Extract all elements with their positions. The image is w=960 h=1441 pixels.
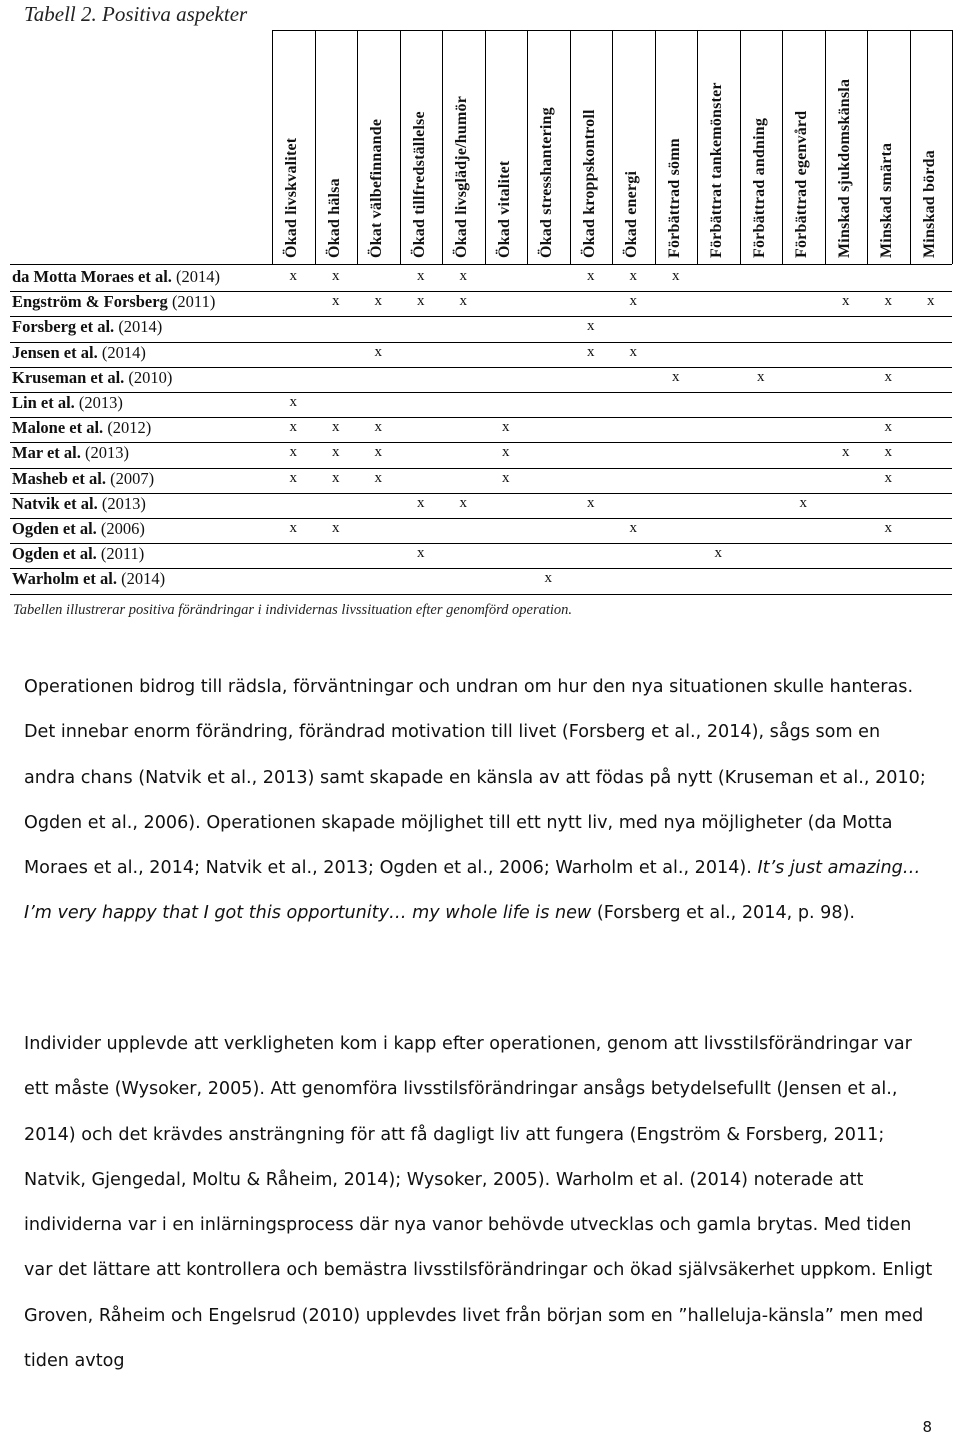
row-divider — [10, 518, 952, 519]
row-year: (2014) — [176, 267, 221, 286]
table-cell-mark: x — [289, 394, 297, 410]
table-cell-mark: x — [799, 494, 807, 511]
table-cell-mark: x — [672, 268, 680, 284]
table-row-label — [12, 393, 123, 413]
row-author: Kruseman et al. — [12, 367, 125, 387]
header-divider — [910, 30, 911, 264]
table-row-label — [12, 494, 146, 514]
header-divider — [740, 30, 741, 264]
table-cell-mark: x — [417, 494, 425, 511]
header-divider — [527, 30, 528, 264]
header-top-border — [272, 30, 952, 31]
header-divider — [612, 30, 613, 264]
table-row-label — [12, 418, 151, 438]
table-cell-mark: x — [502, 444, 510, 461]
table-cell-mark: x — [757, 368, 765, 385]
column-header: Ökad livskvalitet — [283, 137, 300, 258]
row-author: Masheb et al. — [12, 468, 106, 488]
header-divider — [867, 30, 868, 264]
table-cell-mark: x — [587, 268, 595, 284]
column-header: Förbättrad sömn — [665, 138, 683, 258]
table-row-label — [12, 569, 165, 589]
table-cell-mark: x — [332, 444, 340, 461]
table-cell-mark: x — [587, 494, 595, 511]
table-cell-mark: x — [884, 520, 892, 536]
body-text: Operationen bidrog till rädsla, förväntningar och undran om hur den nya situationen skulle hanteras. Det innebar enorm förändring, förändrad motivation till livet (Forsberg et al., 2014), sågs som en andra chans (Natvik et al., 2013) samt skapade en känsla av att födas på nytt (Kruseman et al., 2010; Ogden et al., 2006). Operationen skapade möjlighet till ett nytt liv, med nya möjligheter (da Motta Moraes et al., 2014; Natvik et al., 2013; Ogden et al., 2006; Warholm et al., 2014). — [24, 677, 926, 879]
header-divider — [952, 30, 953, 264]
row-year: (2011) — [100, 544, 145, 564]
table-row-label — [12, 519, 145, 539]
header-divider — [272, 30, 273, 264]
row-divider — [10, 442, 952, 443]
row-year: (2007) — [110, 468, 155, 488]
header-divider — [400, 30, 401, 264]
row-year: (2013) — [78, 393, 123, 412]
table-cell-mark: x — [842, 293, 850, 310]
quote-text: It’s just amazing… I’m very happy that I got this opportunity… my whole life is new — [24, 858, 921, 924]
table-cell-mark: x — [629, 268, 637, 284]
row-author: Ogden et al. — [12, 519, 97, 538]
row-year: (2013) — [101, 493, 146, 513]
column-header: Ökad hälsa — [325, 178, 343, 258]
table-cell-mark: x — [884, 469, 892, 486]
body-text: (Forsberg et al., 2014, p. 98). — [591, 903, 856, 924]
row-divider — [10, 342, 952, 343]
table-cell-mark: x — [672, 368, 680, 385]
row-author: Forsberg et al. — [12, 317, 115, 337]
positive-aspects-table — [0, 0, 960, 600]
row-divider — [10, 543, 952, 544]
page-number: 8 — [922, 1418, 932, 1436]
table-cell-mark: x — [884, 293, 892, 310]
table-cell-mark: x — [884, 368, 892, 385]
table-cell-mark: x — [629, 293, 637, 310]
row-author: Ogden et al. — [12, 544, 97, 564]
table-cell-mark: x — [629, 520, 637, 536]
table-cell-mark: x — [332, 469, 340, 486]
column-header: Ökat välbefinnande — [368, 118, 385, 258]
row-year: (2014) — [121, 569, 166, 589]
table-cell-mark: x — [289, 268, 297, 284]
table-cell-mark: x — [502, 469, 510, 486]
table-cell-mark: x — [417, 268, 425, 284]
header-divider — [825, 30, 826, 264]
row-author: Mar et al. — [12, 443, 81, 463]
table-cell-mark: x — [884, 444, 892, 461]
row-author: da Motta Moraes et al. — [12, 267, 172, 286]
table-row-label — [12, 343, 146, 363]
header-divider — [782, 30, 783, 264]
table-cell-mark: x — [884, 419, 892, 436]
paragraph-1 — [24, 665, 936, 937]
header-divider — [315, 30, 316, 264]
row-year: (2010) — [128, 367, 173, 387]
table-row-label — [12, 544, 144, 564]
column-header: Ökad vitalitet — [495, 160, 513, 258]
paragraph-2: Individer upplevde att verkligheten kom i kapp efter operationen, genom att livsstilsförändringar var ett måste (Wysoker, 2005). Att genomföra livsstilsförändringar ansågs betydelsefullt (Jensen et al., 2014) och det krävdes ansträngning för att få dagligt liv att fungera (Engström & Forsberg, 2011; Natvik, Gjengedal, Moltu & Råheim, 2014); Wysoker, 2005). Warholm et al. (2014) noterade att individerna var i en inlärningsprocess där nya vanor behövde utvecklas och gamla brytas. Med tiden var det lättare att kontrollera och bemästra livsstilsförändringar och ökad självsäkerhet uppkom. Enligt Groven, Råheim och Engelsrud (2010) upplevdes livet från början som en ”halleluja-känsla” men med tiden avtog — [24, 1034, 933, 1372]
row-year: (2011) — [171, 292, 216, 312]
table-cell-mark: x — [587, 318, 595, 335]
table-cell-mark: x — [289, 419, 297, 436]
table-row-label — [12, 267, 220, 287]
header-divider — [655, 30, 656, 264]
table-cell-mark: x — [459, 494, 467, 511]
table-row-label — [12, 443, 129, 463]
table-row-label — [12, 469, 154, 489]
row-year: (2006) — [100, 519, 145, 538]
header-divider — [485, 30, 486, 264]
row-year: (2014) — [101, 342, 146, 362]
table-cell-mark: x — [417, 545, 425, 562]
table-row-label — [12, 292, 215, 312]
column-header: Minskad smärta — [878, 142, 895, 258]
row-divider — [10, 594, 952, 595]
header-divider — [442, 30, 443, 264]
table-cell-mark: x — [374, 419, 382, 436]
header-divider — [570, 30, 571, 264]
table-cell-mark: x — [927, 293, 935, 310]
column-header: Ökad kroppskontroll — [580, 109, 598, 258]
table-cell-mark: x — [459, 293, 467, 310]
row-author: Engström & Forsberg — [12, 292, 168, 312]
table-cell-mark: x — [332, 268, 340, 284]
table-cell-mark: x — [417, 293, 425, 310]
table-row-label — [12, 317, 162, 337]
row-author: Warholm et al. — [12, 569, 117, 589]
table-cell-mark: x — [374, 293, 382, 310]
table-cell-mark: x — [332, 293, 340, 310]
table-cell-mark: x — [289, 520, 297, 536]
row-author: Malone et al. — [12, 418, 104, 438]
row-author: Lin et al. — [12, 393, 75, 412]
table-cell-mark: x — [374, 469, 382, 486]
header-divider — [357, 30, 358, 264]
table-cell-mark: x — [459, 268, 467, 284]
row-year: (2012) — [107, 418, 152, 438]
column-header: Förbättrad egenvård — [793, 110, 810, 258]
table-cell-mark: x — [289, 444, 297, 461]
table-cell-mark: x — [374, 444, 382, 461]
column-header: Ökad livsglädje/humör — [453, 95, 470, 258]
table-cell-mark: x — [544, 570, 552, 587]
table-cell-mark: x — [289, 469, 297, 486]
column-header: Ökad energi — [623, 170, 640, 258]
table-cell-mark: x — [714, 545, 722, 562]
table-cell-mark: x — [587, 343, 595, 360]
column-header: Ökad tillfredställelse — [410, 111, 428, 258]
table-cell-mark: x — [629, 343, 637, 360]
table-cell-mark: x — [842, 444, 850, 461]
header-bottom-border — [10, 264, 952, 265]
row-divider — [10, 392, 952, 393]
row-divider — [10, 493, 952, 494]
table-cell-mark: x — [374, 343, 382, 360]
column-header: Förbättrad andning — [750, 117, 768, 258]
column-header: Minskad börda — [920, 150, 938, 258]
row-author: Natvik et al. — [12, 493, 98, 513]
table-cell-mark: x — [332, 520, 340, 536]
table-cell-mark: x — [332, 419, 340, 436]
column-header: Förbättrat tankemönster — [708, 82, 725, 258]
table-cell-mark: x — [502, 419, 510, 436]
table-note: Tabellen illustrerar positiva förändringar i individernas livssituation efter genomförd operation. — [13, 602, 573, 618]
row-author: Jensen et al. — [12, 342, 98, 362]
column-header: Minskad sjukdomskänsla — [835, 78, 853, 258]
row-year: (2014) — [118, 317, 163, 337]
table-row-label — [12, 368, 172, 388]
column-header: Ökad stresshantering — [538, 107, 555, 258]
header-divider — [697, 30, 698, 264]
table-caption: Tabell 2. Positiva aspekter — [24, 2, 248, 26]
row-year: (2013) — [85, 443, 130, 463]
